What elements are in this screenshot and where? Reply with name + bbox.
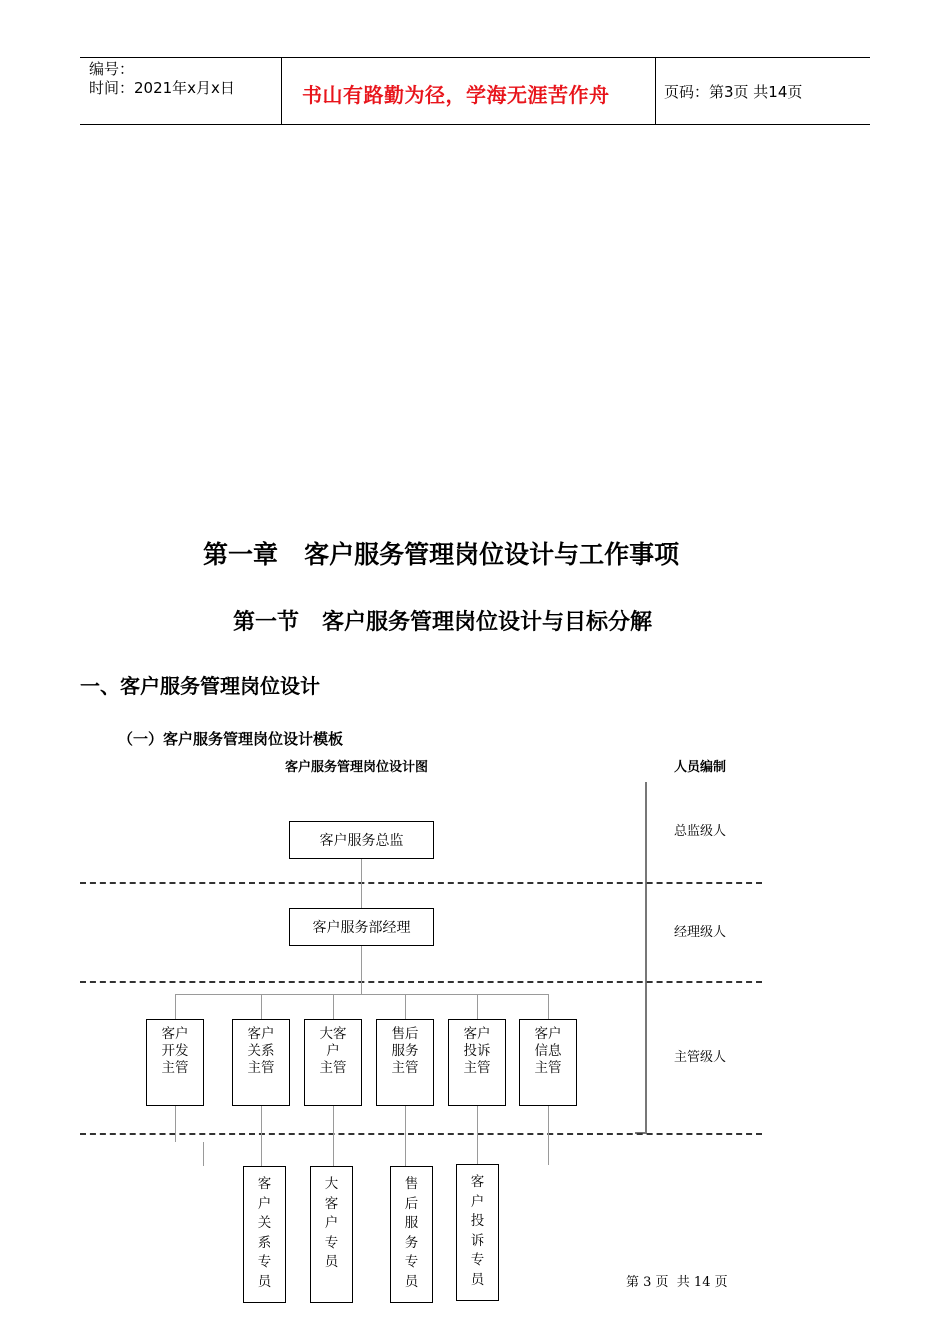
manager-box: 客户服务部经理 xyxy=(289,908,434,946)
connector-sup-3 xyxy=(333,994,334,1020)
specialist-box-key-accounts: 大 客 户 专 员 xyxy=(310,1166,353,1303)
stub-sup-1 xyxy=(175,1105,176,1142)
stub-sup-6 xyxy=(548,1105,549,1165)
header-divider-left xyxy=(281,57,282,124)
header-motto: 书山有路勤为径，学海无涯苦作舟 xyxy=(302,83,610,107)
connector-spec-4 xyxy=(477,1105,478,1167)
connector-spec-1 xyxy=(261,1105,262,1167)
level-separator-3 xyxy=(80,1133,762,1135)
supervisor-box-customer-info: 客户 信息 主管 xyxy=(519,1019,577,1106)
chapter-title: 第一章 客户服务管理岗位设计与工作事项 xyxy=(203,540,680,569)
staffing-header: 人员编制 xyxy=(674,760,727,775)
level-label-supervisor: 主管级人 xyxy=(674,1050,727,1065)
header-top-rule xyxy=(80,57,870,58)
connector-sup-6 xyxy=(548,994,549,1020)
header-divider-right xyxy=(655,57,656,124)
stub-sup-1b xyxy=(203,1142,204,1166)
supervisor-box-after-sales: 售后 服务 主管 xyxy=(376,1019,434,1106)
subsubsection-title: （一）客户服务管理岗位设计模板 xyxy=(118,730,344,748)
supervisor-bus-line xyxy=(175,994,549,995)
specialist-box-customer-relations: 客 户 关 系 专 员 xyxy=(243,1166,286,1303)
org-chart-caption: 客户服务管理岗位设计图 xyxy=(285,760,429,775)
level-separator-1 xyxy=(80,882,762,884)
specialist-box-after-sales: 售 后 服 务 专 员 xyxy=(390,1166,433,1303)
connector-director-manager xyxy=(361,858,362,908)
supervisor-box-key-accounts: 大客 户 主管 xyxy=(304,1019,362,1106)
level-label-manager: 经理级人 xyxy=(674,925,727,940)
level-label-director: 总监级人 xyxy=(674,824,727,839)
supervisor-box-customer-relations: 客户 关系 主管 xyxy=(232,1019,290,1106)
header-page-label: 页码：第3页 共14页 xyxy=(664,83,803,101)
connector-manager-bus xyxy=(361,945,362,994)
connector-sup-4 xyxy=(405,994,406,1020)
footer-page-info: 第 3 页 共 14 页 xyxy=(626,1275,728,1290)
level-separator-2 xyxy=(80,981,762,983)
document-time-label: 时间：2021年x月x日 xyxy=(89,79,235,97)
document-number-label: 编号： xyxy=(89,60,135,78)
supervisor-box-complaints: 客户 投诉 主管 xyxy=(448,1019,506,1106)
connector-sup-2 xyxy=(261,994,262,1020)
subsection-title: 一、客户服务管理岗位设计 xyxy=(80,674,320,698)
staffing-column-divider xyxy=(645,782,647,1134)
supervisor-box-customer-development: 客户 开发 主管 xyxy=(146,1019,204,1106)
section-title: 第一节 客户服务管理岗位设计与目标分解 xyxy=(233,610,652,635)
connector-sup-5 xyxy=(477,994,478,1020)
connector-spec-3 xyxy=(405,1105,406,1167)
connector-sup-1 xyxy=(175,994,176,1020)
header-bottom-rule xyxy=(80,124,870,125)
specialist-box-complaints: 客 户 投 诉 专 员 xyxy=(456,1164,499,1301)
connector-spec-2 xyxy=(333,1105,334,1167)
director-box: 客户服务总监 xyxy=(289,821,434,859)
